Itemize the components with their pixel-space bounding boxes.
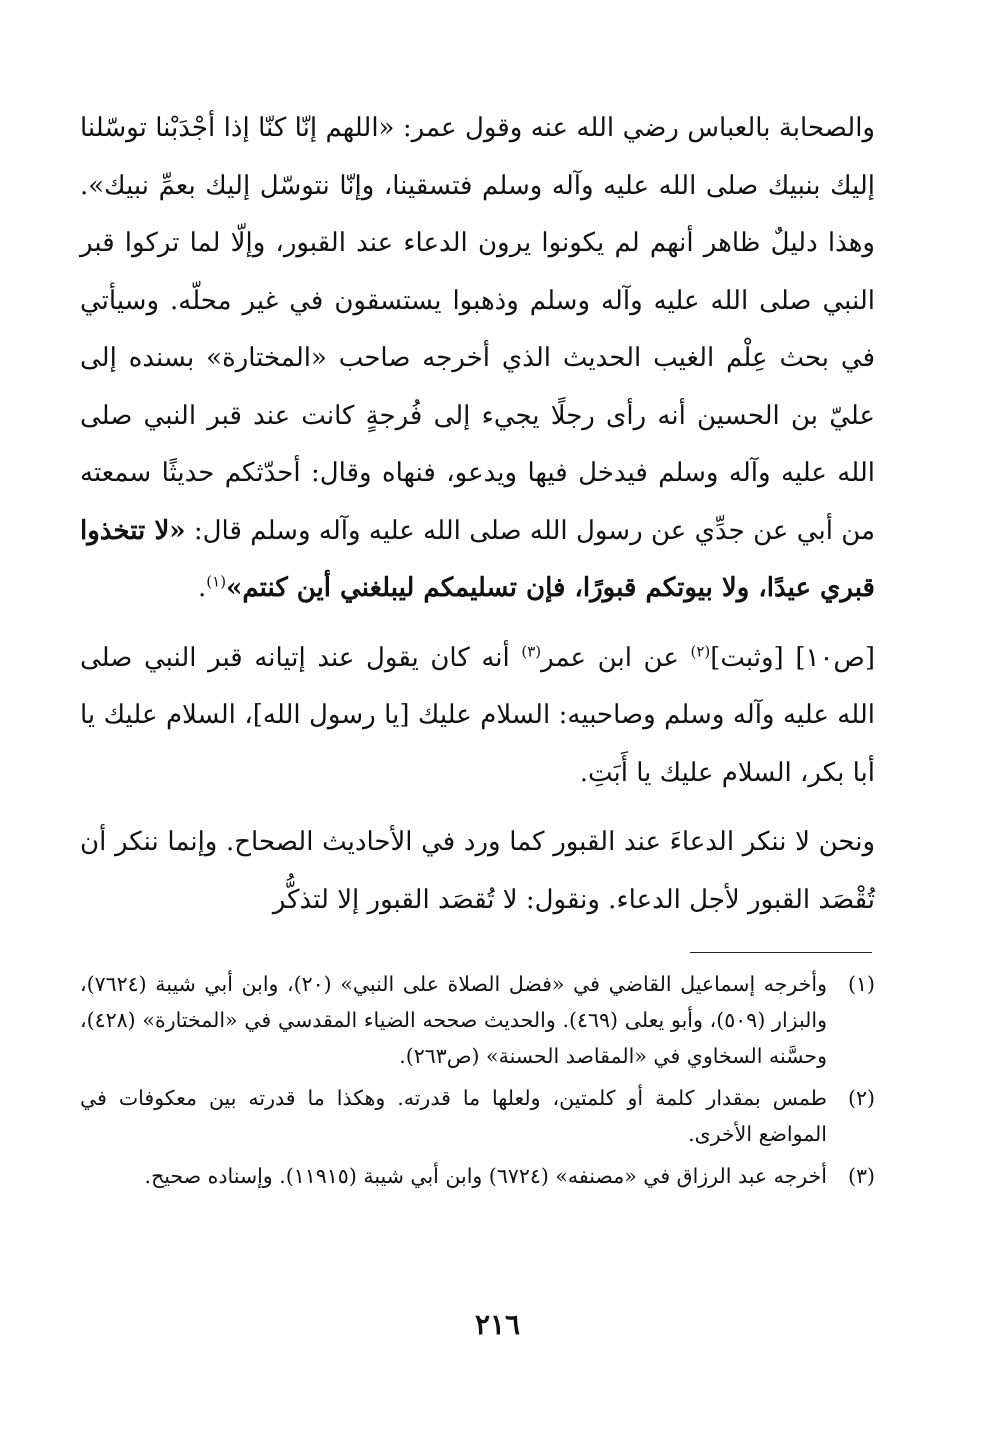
paragraph-2 [80, 630, 875, 803]
main-text [80, 100, 875, 941]
paragraph-2-text-a: عن ابن عمر [541, 642, 691, 673]
footnote-text: طمس بمقدار كلمة أو كلمتين، ولعلها ما قدرته. وهكذا ما قدرته بين معكوفات في المواضع الأخرى. [80, 1086, 827, 1146]
paragraph-1-text: والصحابة بالعباس رضي الله عنه وقول عمر: «اللهم إنّا كنّا إذا أجْدَبْنا توسّلنا إليك بنبيك صلى الله عليه وآله وسلم فتسقينا، وإنّا نتوسّل إليك بعمِّ نبيك». وهذا دليلٌ ظاهر أنهم لم يكونوا يرون الدعاء عند القبور، وإلّا لما تركوا قبر النبي صلى الله عليه وآله وسلم وذهبوا يستسقون في غير محلّه. وسيأتي في بحث عِلْم الغيب الحديث الذي أخرجه صاحب «المختارة» بسنده إلى عليّ بن الحسين أنه رأى رجلًا يجيء إلى فُرجةٍ كانت عند قبر النبي صلى الله عليه وآله وسلم فيدخل فيها ويدعو، فنهاه وقال: أحدّثكم حديثًا سمعته من أبي عن جدِّي عن رسول الله صلى الله عليه وآله وسلم قال: [80, 113, 875, 546]
page-marker: [ص١٠] [وثبت] [710, 642, 875, 673]
paragraph-1-end: . [198, 573, 207, 603]
footnote-number: (١) [847, 972, 875, 996]
paragraph-3: ونحن لا ننكر الدعاءَ عند القبور كما ورد في الأحاديث الصحاح. وإنما ننكر أن تُقْصَد القبور لأجل الدعاء. ونقول: لا تُقصَد القبور إلا لتذكُّر [80, 827, 875, 915]
footnote-number: (٣) [847, 1164, 875, 1188]
page-number: ٢١٦ [474, 1308, 521, 1341]
paragraph-1 [80, 100, 875, 618]
hadith-quote: «لا تتخذوا قبري عيدًا، ولا بيوتكم قبورًا، فإن تسليمكم ليبلغني أين كنتم» [80, 515, 875, 603]
footnotes [80, 966, 875, 1200]
footnote-text: وأخرجه إسماعيل القاضي في «فضل الصلاة على النبي» (٢٠)، وابن أبي شيبة (٧٦٢٤)، والبزار (٥٠٩)، وأبو يعلى (٤٦٩). والحديث صححه الضياء المقدسي في «المختارة» (٤٢٨)، وحسَّنه السخاوي في «المقاصد الحسنة» (ص٢٦٣). [80, 972, 827, 1068]
footnote-1 [80, 966, 875, 1074]
footnote-divider [690, 952, 872, 953]
footnote-text: أخرجه عبد الرزاق في «مصنفه» (٦٧٢٤) وابن أبي شيبة (١١٩١٥). وإسناده صحيح. [144, 1164, 827, 1188]
footnote-3 [80, 1158, 875, 1194]
footnote-2 [80, 1080, 875, 1152]
paragraph-2-text-b: أنه كان يقول عند إتيانه قبر النبي صلى الله عليه وآله وسلم وصاحبيه: السلام عليك [يا رسول الله]، السلام عليك يا أبا بكر، السلام عليك يا أَبَتِ. [80, 642, 875, 788]
footnote-ref-1: (١) [206, 572, 227, 591]
footnote-ref-3: (٣) [521, 641, 542, 660]
footnote-ref-2: (٢) [690, 641, 711, 660]
footnote-number: (٢) [847, 1086, 875, 1110]
